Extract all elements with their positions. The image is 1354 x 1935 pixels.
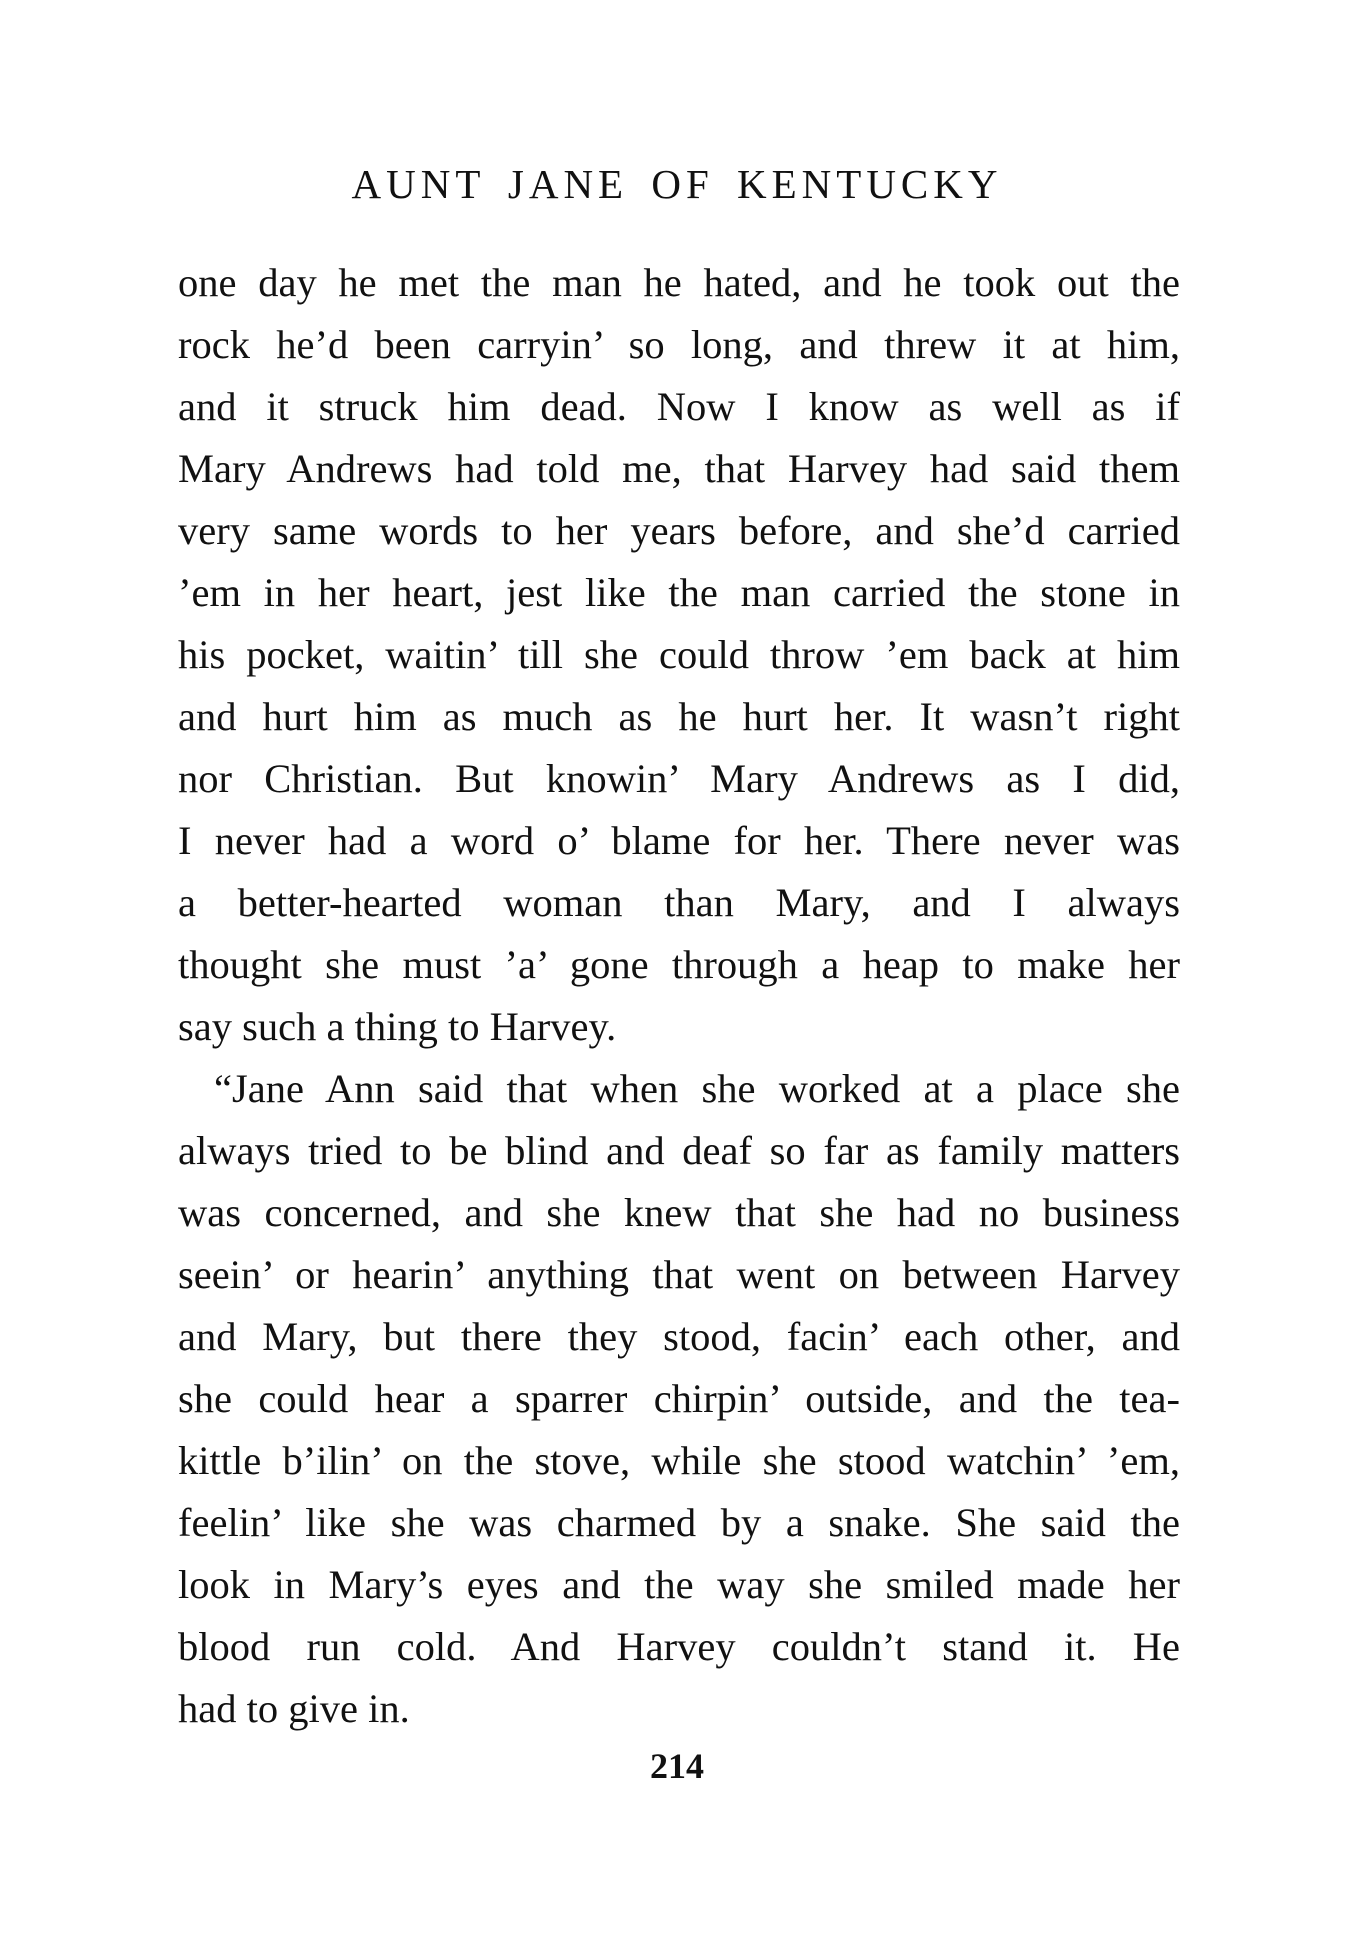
text-line: ’em in her heart, jest like the man carried the stone in: [178, 570, 1180, 615]
text-line: I never had a word o’ blame for her. There never was: [178, 818, 1180, 863]
text-line: was concerned, and she knew that she had no business: [178, 1190, 1180, 1235]
text-line: feelin’ like she was charmed by a snake. She said the: [178, 1500, 1180, 1545]
text-line: say such a thing to Harvey.: [178, 1004, 617, 1049]
text-line: had to give in.: [178, 1686, 410, 1731]
text-line: his pocket, waitin’ till she could throw ’em back at him: [178, 632, 1180, 677]
text-line: very same words to her years before, and she’d carried: [178, 508, 1180, 553]
text-line: a better-hearted woman than Mary, and I always: [178, 880, 1180, 925]
text-line: and hurt him as much as he hurt her. It wasn’t right: [178, 694, 1180, 739]
text-line: she could hear a sparrer chirpin’ outside, and the tea-: [178, 1376, 1180, 1421]
text-line: blood run cold. And Harvey couldn’t stand it. He: [178, 1624, 1180, 1669]
text-line: and Mary, but there they stood, facin’ each other, and: [178, 1314, 1180, 1359]
text-line: Mary Andrews had told me, that Harvey had said them: [178, 446, 1180, 491]
body-text: [178, 252, 1180, 1740]
text-line: seein’ or hearin’ anything that went on between Harvey: [178, 1252, 1180, 1297]
running-head: AUNT JANE OF KENTUCKY: [351, 161, 1003, 207]
page-number: 214: [650, 1746, 704, 1786]
text-line: one day he met the man he hated, and he took out the: [178, 260, 1180, 305]
paragraph-1: [178, 252, 1180, 1058]
text-line: rock he’d been carryin’ so long, and threw it at him,: [178, 322, 1180, 367]
text-line: thought she must ’a’ gone through a heap to make her: [178, 942, 1180, 987]
text-line: kittle b’ilin’ on the stove, while she stood watchin’ ’em,: [178, 1438, 1180, 1483]
text-line: always tried to be blind and deaf so far as family matters: [178, 1128, 1180, 1173]
text-line: and it struck him dead. Now I know as well as if: [178, 384, 1180, 429]
text-line: nor Christian. But knowin’ Mary Andrews as I did,: [178, 756, 1180, 801]
paragraph-2: [178, 1058, 1180, 1740]
text-line: “Jane Ann said that when she worked at a place she: [214, 1066, 1180, 1111]
text-line: look in Mary’s eyes and the way she smiled made her: [178, 1562, 1180, 1607]
